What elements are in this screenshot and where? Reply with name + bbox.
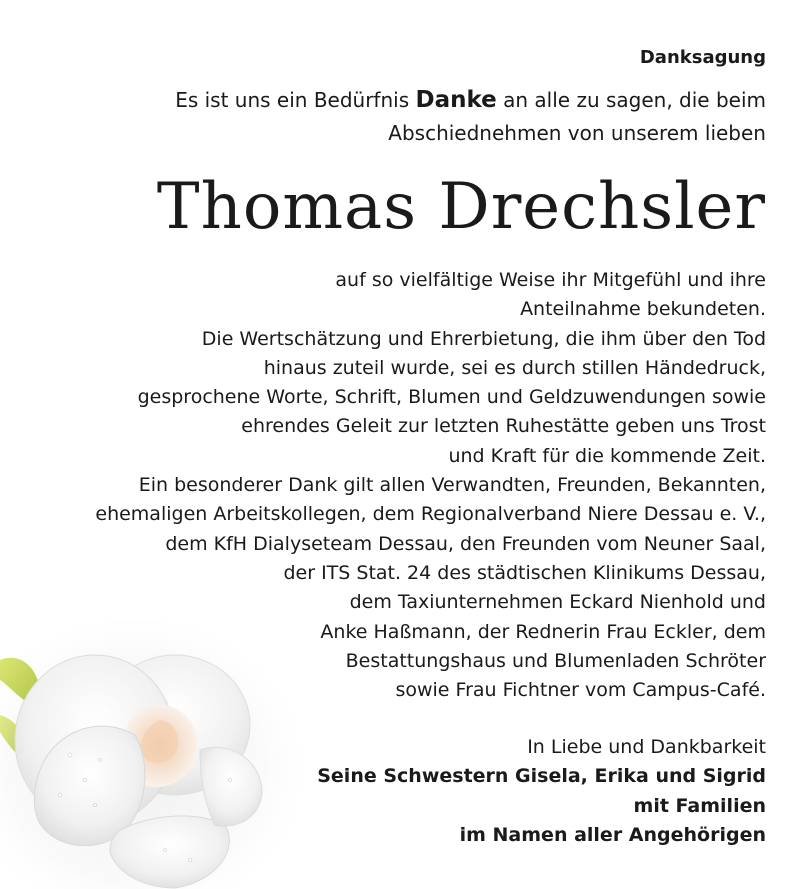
intro-line-1-start: Es ist uns ein Bedürfnis [175, 88, 416, 112]
body-line: gesprochene Worte, Schrift, Blumen und Geldzuwendungen sowie [137, 386, 766, 409]
body-line: hinaus zuteil wurde, sei es durch stillen Händedruck, [263, 356, 766, 379]
body-line: Anteilnahme bekundeten. [520, 298, 766, 321]
body-line: der ITS Stat. 24 des städtischen Klinikums Dessau, [283, 561, 766, 584]
closing-line-1: In Liebe und Dankbarkeit [527, 736, 766, 758]
notice-heading: Danksagung [639, 47, 766, 68]
body-line: dem Taxiunternehmen Eckard Nienhold und [349, 591, 766, 614]
body-line: Anke Haßmann, der Rednerin Frau Eckler, dem [320, 620, 766, 643]
danke-emphasis: Danke [415, 87, 497, 113]
closing-line-4: im Namen aller Angehörigen [459, 823, 766, 846]
intro-line-1-end: an alle zu sagen, die beim [496, 88, 766, 112]
deceased-name: Thomas Drechsler [156, 170, 766, 244]
intro-line-1 [175, 84, 766, 117]
body-line: ehrendes Geleit zur letzten Ruhestätte geben uns Trost [241, 415, 766, 438]
closing-signature [317, 733, 766, 850]
body-line: Ein besonderer Dank gilt allen Verwandten, Freunden, Bekannten, [138, 474, 766, 497]
body-text [95, 266, 766, 705]
intro-line-2: Abschiednehmen von unserem lieben [388, 121, 766, 145]
body-line: ehemaligen Arbeitskollegen, dem Regionalverband Niere Dessau e. V., [95, 503, 766, 526]
closing-line-2: Seine Schwestern Gisela, Erika und Sigrid [317, 765, 766, 788]
body-line: auf so vielfältige Weise ihr Mitgefühl und ihre [335, 269, 766, 291]
body-line: Die Wertschätzung und Ehrerbietung, die ihm über den Tod [201, 327, 766, 350]
body-line: sowie Frau Fichtner vom Campus-Café. [395, 679, 766, 702]
body-line: Bestattungshaus und Blumenladen Schröter [345, 649, 766, 672]
body-line: und Kraft für die kommende Zeit. [448, 444, 766, 467]
body-line: dem KfH Dialyseteam Dessau, den Freunden vom Neuner Saal, [165, 532, 766, 555]
intro-text [175, 84, 766, 150]
closing-line-3: mit Familien [633, 794, 766, 817]
